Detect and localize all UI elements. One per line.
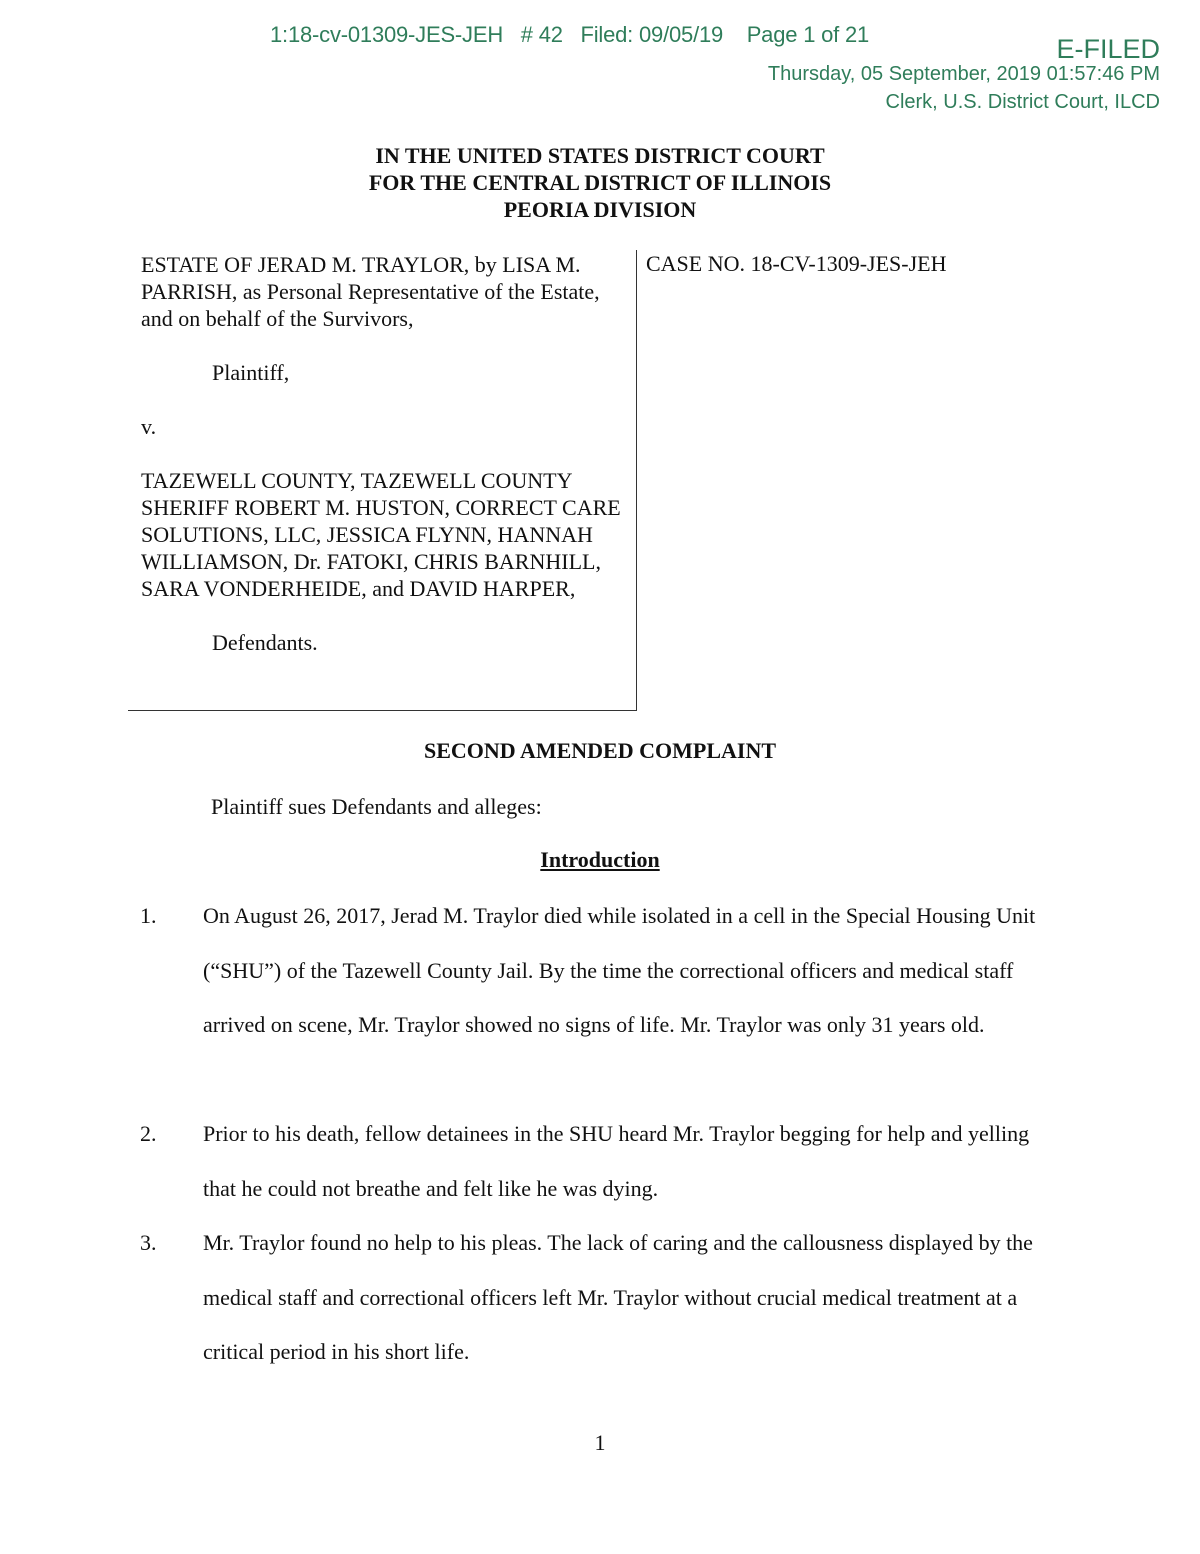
filing-header: 1:18-cv-01309-JES-JEH # 42 Filed: 09/05/19 Page 1 of 21 bbox=[270, 22, 870, 47]
paragraph-number: 3. bbox=[140, 1230, 157, 1255]
efiled-date: Thursday, 05 September, 2019 01:57:46 PM bbox=[767, 63, 1160, 85]
court-line: PEORIA DIVISION bbox=[503, 197, 697, 222]
paragraph-text: Mr. Traylor found no help to his pleas. The lack of caring and the callousness displayed by the medical staff and correctional officers left Mr. Traylor without crucial medical treatment at a critical period in his short life. bbox=[203, 1230, 1033, 1364]
plaintiff-names: ESTATE OF JERAD M. TRAYLOR, by LISA M. PARRISH, as Personal Representative of the Estate, and on behalf of the Survivors, bbox=[141, 252, 600, 331]
caption-divider-vertical bbox=[636, 250, 637, 711]
versus: v. bbox=[141, 414, 157, 439]
page-number: 1 bbox=[594, 1430, 606, 1455]
court-line: IN THE UNITED STATES DISTRICT COURT bbox=[375, 143, 825, 168]
plaintiff-label: Plaintiff, bbox=[212, 360, 290, 385]
court-heading bbox=[0, 142, 1200, 223]
caption-divider-horizontal bbox=[128, 710, 637, 711]
document-title: SECOND AMENDED COMPLAINT bbox=[423, 738, 777, 763]
case-number: CASE NO. 18-CV-1309-JES-JEH bbox=[646, 251, 947, 276]
intro-text: Plaintiff sues Defendants and alleges: bbox=[211, 794, 542, 819]
paragraph-text: On August 26, 2017, Jerad M. Traylor died while isolated in a cell in the Special Housing Unit (“SHU”) of the Tazewell County Jail. By the time the correctional officers and medical staff arrived on scene, Mr. Traylor showed no signs of life. Mr. Traylor was only 31 years old. bbox=[203, 903, 1036, 1037]
defendant-label: Defendants. bbox=[212, 630, 318, 655]
defendant-names: TAZEWELL COUNTY, TAZEWELL COUNTY SHERIFF ROBERT M. HUSTON, CORRECT CARE SOLUTIONS, LLC, JESSICA FLYNN, HANNAH WILLIAMSON, Dr. FATOKI, CHRIS BARNHILL, SARA VONDERHEIDE, and DAVID HARPER, bbox=[141, 468, 621, 601]
paragraph-number: 1. bbox=[140, 903, 157, 928]
paragraph-text: Prior to his death, fellow detainees in the SHU heard Mr. Traylor begging for help and yelling that he could not breathe and felt like he was dying. bbox=[203, 1121, 1030, 1201]
section-heading-text: Introduction bbox=[540, 847, 660, 872]
paragraph-number: 2. bbox=[140, 1121, 157, 1146]
numbered-paragraph bbox=[140, 1216, 1060, 1380]
numbered-paragraph bbox=[140, 889, 1060, 1053]
court-line: FOR THE CENTRAL DISTRICT OF ILLINOIS bbox=[368, 170, 832, 195]
efiled-stamp: E-FILED bbox=[1056, 34, 1160, 64]
case-caption-parties bbox=[141, 251, 631, 656]
numbered-paragraph bbox=[140, 1107, 1060, 1216]
section-heading bbox=[0, 847, 1200, 873]
efiled-clerk: Clerk, U.S. District Court, ILCD bbox=[885, 91, 1160, 113]
